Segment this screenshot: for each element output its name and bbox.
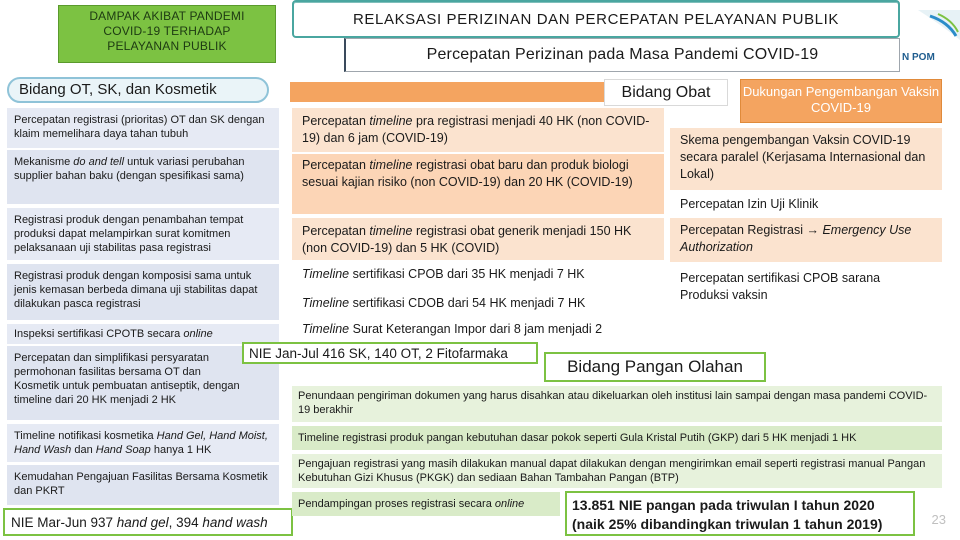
page-subtitle: Percepatan Perizinan pada Masa Pandemi COVID-19: [344, 38, 900, 72]
impact-header-line-3: PELAYANAN PUBLIK: [107, 39, 227, 53]
pangan-item-3-text: Pengajuan registrasi yang masih dilakukan manual dapat dilakukan dengan mengirimkan email seperti registrasi manual Pangan Kebutuhan Gizi Khusus (PKGK) dan sediaan Bahan Tambahan Pangan (BTP): [298, 458, 926, 484]
page-number: 23: [931, 512, 946, 527]
bpom-logo-fragment: [900, 10, 960, 68]
obat-item-6: Timeline Surat Keterangan Impor dari 8 jam menjadi 2: [292, 318, 664, 342]
logo-text: N POM: [902, 52, 935, 63]
ot-item-3: [7, 208, 279, 260]
obat-section-title: Bidang Obat: [604, 79, 728, 106]
pangan-item-4: Pendampingan proses registrasi secara online: [292, 492, 560, 516]
pangan-item-2-text: Timeline registrasi produk pangan kebutuhan dasar pokok seperti Gula Kristal Putih (GKP) dari 5 HK menjadi 1 HK: [298, 432, 857, 444]
ot-section-title: Bidang OT, SK, dan Kosmetik: [7, 77, 269, 103]
vaksin-item-1: [670, 128, 942, 190]
obat-item-4: Timeline sertifikasi CPOB dari 35 HK menjadi 7 HK: [292, 262, 664, 286]
arrow-right-icon: →: [806, 223, 819, 237]
obat-item-2: Percepatan timeline registrasi obat baru dan produk biologi sesuai kajian risiko (non COVID-19) dan 20 HK (COVID-19): [292, 154, 664, 214]
pangan-item-3: [292, 454, 942, 488]
pangan-item-1: [292, 386, 942, 422]
ot-item-7: Timeline notifikasi kosmetika Hand Gel, Hand Moist, Hand Wash dan Hand Soap hanya 1 HK: [7, 424, 279, 462]
ot-item-1-text: Percepatan registrasi (prioritas) OT dan SK dengan klaim memelihara daya tahan tubuh: [14, 114, 265, 140]
ot-item-8-text: Kemudahan Pengajuan Fasilitas Bersama Kosmetik dan PKRT: [14, 471, 268, 497]
ot-item-4-text: Registrasi produk dengan komposisi sama untuk jenis kemasan berbeda dimana uji stabilitas dapat dilakukan pasca registrasi: [14, 270, 258, 310]
ot-item-6-text: Percepatan dan simplifikasi persyaratan permohonan fasilitas bersama OT dan Kosmetik untuk pembuatan antiseptik, dengan timeline dari 20 HK menjadi 2 HK: [14, 352, 240, 406]
nie-hand-callout: NIE Mar-Jun 937 hand gel, 394 hand wash: [3, 508, 293, 536]
vaksin-item-3: Percepatan Registrasi → Emergency Use Authorization: [670, 218, 942, 262]
ot-item-5: Inspeksi sertifikasi CPOTB secara online: [7, 324, 279, 344]
nie-ot-callout: NIE Jan-Jul 416 SK, 140 OT, 2 Fitofarmaka: [242, 342, 538, 364]
obat-item-5: Timeline sertifikasi CDOB dari 54 HK menjadi 7 HK: [292, 290, 664, 316]
ot-item-2: Mekanisme do and tell untuk variasi perubahan supplier bahan baku (dengan spesifikasi sama): [7, 150, 279, 204]
vaksin-section-title: Dukungan Pengembangan Vaksin COVID-19: [740, 79, 942, 123]
impact-header-line-1: DAMPAK AKIBAT PANDEMI: [89, 9, 245, 23]
obat-item-1: Percepatan timeline pra registrasi menjadi 40 HK (non COVID-19) dan 6 jam (COVID-19): [292, 108, 664, 152]
vaksin-item-1-text: Skema pengembangan Vaksin COVID-19 secara paralel (Kerjasama Internasional dan Lokal): [680, 133, 926, 181]
ot-item-8: [7, 465, 279, 505]
impact-header-line-2: COVID-19 TERHADAP: [103, 24, 231, 38]
ot-item-6: [7, 346, 279, 420]
nie-pangan-callout: [565, 491, 915, 536]
pangan-item-2: [292, 426, 942, 450]
obat-item-3: Percepatan timeline registrasi obat generik menjadi 150 HK (non COVID-19) dan 5 HK (COVID): [292, 218, 664, 260]
pangan-section-title: Bidang Pangan Olahan: [544, 352, 766, 382]
ot-item-3-text: Registrasi produk dengan penambahan tempat produksi dapat melampirkan surat komitmen pelaksanaan uji stabilitas pasa registrasi: [14, 214, 244, 254]
vaksin-item-2: [670, 192, 942, 216]
impact-header-box: [58, 5, 276, 63]
obat-arrow-bar: [290, 80, 604, 104]
page-title: RELAKSASI PERIZINAN DAN PERCEPATAN PELAYANAN PUBLIK: [292, 0, 900, 38]
ot-item-4: [7, 264, 279, 320]
ot-item-1: [7, 108, 279, 148]
pangan-item-1-text: Penundaan pengiriman dokumen yang harus disahkan atau dikeluarkan oleh institusi lain sampai dengan masa pandemi COVID-19 berakhir: [298, 390, 928, 416]
vaksin-item-2-text: Percepatan Izin Uji Klinik: [680, 197, 819, 211]
vaksin-item-4: [670, 266, 942, 308]
vaksin-item-4-text: Percepatan sertifikasi CPOB sarana Produksi vaksin: [680, 271, 881, 302]
nie-pangan-line-2: (naik 25% dibandingkan triwulan 1 tahun 2019): [572, 516, 883, 532]
nie-pangan-line-1: 13.851 NIE pangan pada triwulan I tahun 2020: [572, 497, 875, 513]
